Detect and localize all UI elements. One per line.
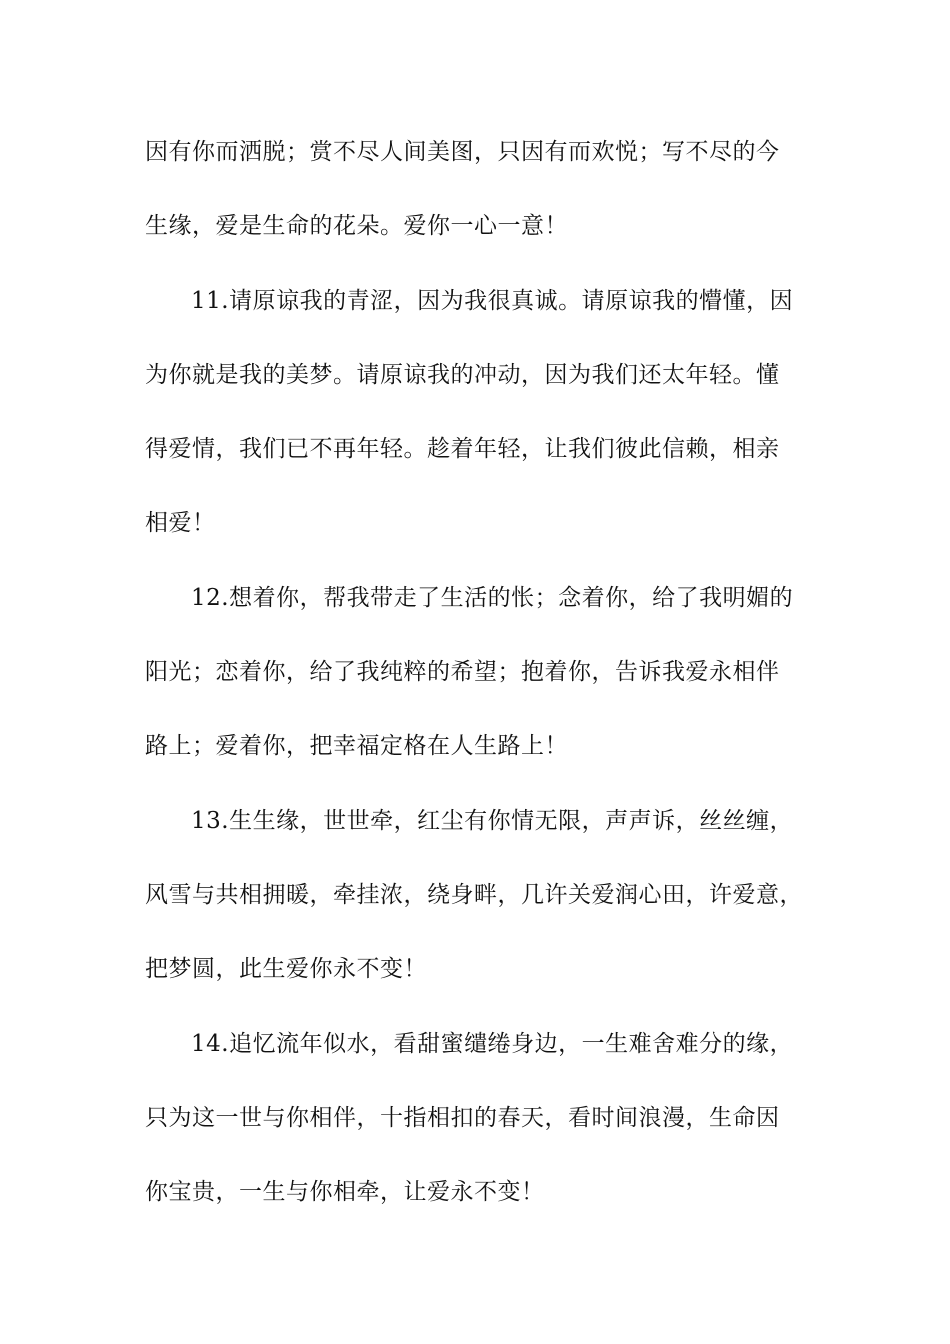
text-line: 相爱！ [145, 510, 216, 536]
paragraph-11-first-line: 11.请原谅我的青涩，因为我很真诚。请原谅我的懵懂，因 [191, 288, 794, 314]
text-line: 为你就是我的美梦。请原谅我的冲动，因为我们还太年轻。懂 [145, 362, 780, 388]
paragraph-14-first-line: 14.追忆流年似水，看甜蜜缱绻身边，一生难舍难分的缘， [191, 1031, 794, 1057]
text-line: 因有你而洒脱；赏不尽人间美图，只因有而欢悦；写不尽的今 [145, 139, 780, 165]
text-line: 你宝贵，一生与你相牵，让爱永不变！ [145, 1179, 545, 1205]
text-line: 阳光；恋着你，给了我纯粹的希望；抱着你，告诉我爱永相伴 [145, 659, 780, 685]
text-line: 生缘，爱是生命的花朵。爱你一心一意！ [145, 213, 568, 239]
text-line: 只为这一世与你相伴，十指相扣的春天，看时间浪漫，生命因 [145, 1105, 780, 1131]
text-line: 路上；爱着你，把幸福定格在人生路上！ [145, 733, 568, 759]
text-line: 风雪与共相拥暖，牵挂浓，绕身畔，几许关爱润心田，许爱意， [145, 882, 803, 908]
text-line: 得爱情，我们已不再年轻。趁着年轻，让我们彼此信赖，相亲 [145, 436, 780, 462]
text-line: 把梦圆，此生爱你永不变！ [145, 956, 427, 982]
paragraph-12-first-line: 12.想着你，帮我带走了生活的怅；念着你，给了我明媚的 [191, 585, 794, 611]
paragraph-13-first-line: 13.生生缘，世世牵，红尘有你情无限，声声诉，丝丝缠， [191, 808, 794, 834]
